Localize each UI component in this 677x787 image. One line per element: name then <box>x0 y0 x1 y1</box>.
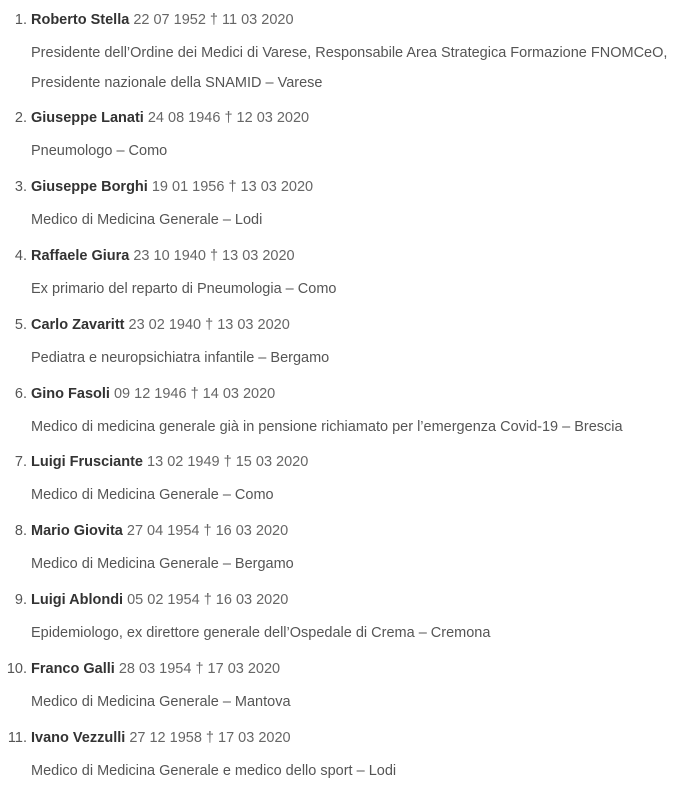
item-number: 8. 8. <box>14 523 27 539</box>
person-description: Pneumologo – Como <box>31 143 168 159</box>
list-item <box>0 658 677 710</box>
person-name: Ivano Vezzulli <box>31 730 126 746</box>
list-item <box>0 9 677 91</box>
item-number: 2. 2. <box>14 110 27 126</box>
item-heading <box>31 589 288 611</box>
life-dates: 23 10 1940 † 13 03 2020 <box>133 248 295 264</box>
list-item <box>0 107 677 159</box>
list-item <box>0 520 677 572</box>
person-description: Pediatra e neuropsichiatra infantile – Bergamo <box>31 350 330 366</box>
life-dates: 09 12 1946 † 14 03 2020 <box>113 386 276 402</box>
item-number: 4. 4. <box>14 248 27 264</box>
item-heading <box>31 314 290 336</box>
life-dates: 13 02 1949 † 15 03 2020 <box>147 454 309 470</box>
item-number: 6. 6. <box>14 386 27 402</box>
person-name: Luigi Frusciante <box>31 454 143 470</box>
person-description: Medico di Medicina Generale – Lodi <box>31 212 263 228</box>
item-heading <box>31 520 288 542</box>
person-name: Carlo Zavaritt <box>31 317 125 333</box>
life-dates: 19 01 1956 † 13 03 2020 <box>151 179 314 195</box>
life-dates: 27 12 1958 † 17 03 2020 <box>129 730 291 746</box>
life-dates: 27 04 1954 † 16 03 2020 <box>126 523 289 539</box>
item-heading <box>31 727 291 749</box>
list-item <box>0 245 677 297</box>
item-number: 10. 10. <box>6 661 27 677</box>
list-item <box>0 383 677 435</box>
person-name: Gino Fasoli <box>31 386 110 402</box>
life-dates: 23 02 1940 † 13 03 2020 <box>128 317 290 333</box>
list-item <box>0 589 677 641</box>
person-description: Medico di Medicina Generale e medico dello sport – Lodi <box>31 763 397 779</box>
person-name: Franco Galli <box>31 661 115 677</box>
person-description: Ex primario del reparto di Pneumologia – Como <box>31 281 337 297</box>
item-heading <box>31 658 280 680</box>
item-heading <box>31 9 294 31</box>
life-dates: 24 08 1946 † 12 03 2020 <box>147 110 310 126</box>
list-item <box>0 314 677 366</box>
person-description: Epidemiologo, ex direttore generale dell’Ospedale di Crema – Cremona <box>31 625 491 641</box>
person-name: Giuseppe Borghi <box>31 179 148 195</box>
life-dates: 05 02 1954 † 16 03 2020 <box>127 592 289 608</box>
person-description: Medico di Medicina Generale – Como <box>31 487 274 503</box>
item-number: 3. 3. <box>14 179 27 195</box>
person-description: Medico di Medicina Generale – Mantova <box>31 694 291 710</box>
item-number: 1. 1. <box>14 12 27 28</box>
person-name: Giuseppe Lanati <box>31 110 144 126</box>
person-name: Mario Giovita <box>31 523 123 539</box>
life-dates: 22 07 1952 † 11 03 2020 <box>133 12 294 28</box>
item-heading <box>31 383 275 405</box>
person-description: Presidente dell’Ordine dei Medici di Varese, Responsabile Area Strategica Formazione FNOMCeO, Presidente nazionale della SNAMID – Varese <box>31 45 668 91</box>
item-number: 11. 11. <box>7 730 27 746</box>
person-description: Medico di Medicina Generale – Bergamo <box>31 556 294 572</box>
item-number: 9. 9. <box>14 592 27 608</box>
person-description: Medico di medicina generale già in pensione richiamato per l’emergenza Covid-19 – Brescia <box>31 419 623 435</box>
person-name: Raffaele Giura <box>31 248 130 264</box>
list-item <box>0 451 677 503</box>
person-name: Roberto Stella <box>31 12 130 28</box>
item-heading <box>31 107 309 129</box>
item-heading <box>31 176 313 198</box>
item-heading <box>31 245 295 267</box>
person-name: Luigi Ablondi <box>31 592 124 608</box>
list-item <box>0 176 677 228</box>
list-item <box>0 727 677 779</box>
item-heading <box>31 451 308 473</box>
life-dates: 28 03 1954 † 17 03 2020 <box>118 661 281 677</box>
item-number: 5. 5. <box>14 317 27 333</box>
item-number: 7. 7. <box>14 454 27 470</box>
